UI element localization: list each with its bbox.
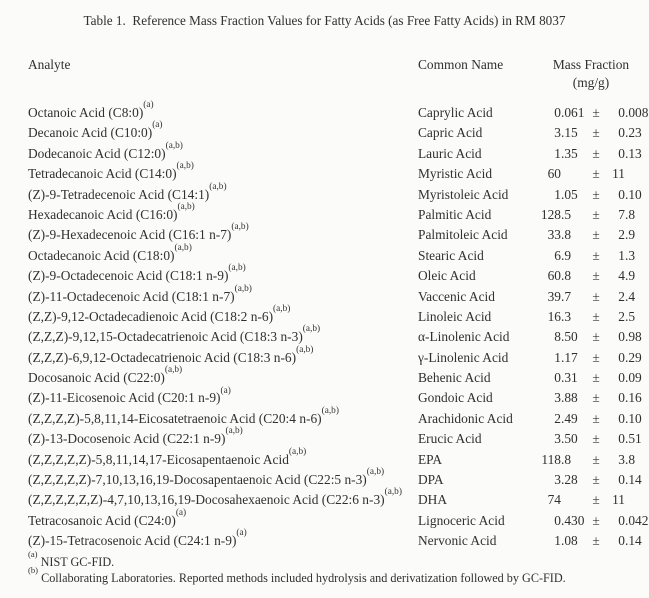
uncertainty-fraction-part: .10 — [625, 410, 642, 426]
value-integer-part: 0 — [554, 512, 561, 528]
analyte-name: (Z)-11-Octadecenoic Acid (C18:1 n-7) — [28, 288, 235, 304]
analyte-footnote-marker: (a,b) — [228, 263, 246, 274]
uncertainty-fraction-part: .9 — [625, 268, 636, 284]
plus-minus-sign: ± — [592, 268, 600, 284]
value-fraction-part: .430 — [561, 512, 585, 528]
uncertainty-fraction-part: .51 — [625, 431, 642, 447]
mass-fraction-cell — [533, 327, 649, 347]
mass-fraction-cell — [533, 348, 649, 368]
value-fraction-part: .05 — [561, 186, 578, 202]
table-row — [28, 263, 649, 286]
common-name-cell: Myristic Acid — [418, 166, 493, 182]
value-integer-part: 118 — [541, 451, 561, 467]
uncertainty-integer-part: 7 — [618, 206, 625, 222]
analyte-name: Octanoic Acid (C8:0) — [28, 105, 144, 120]
uncertainty-integer-part: 0 — [618, 431, 625, 447]
analyte-name: (Z)-9-Hexadecenoic Acid (C16:1 n-7) — [28, 227, 232, 243]
common-name-cell: α-Linolenic Acid — [418, 329, 510, 345]
mass-fraction-cell — [533, 490, 649, 510]
table-row — [28, 222, 649, 245]
analyte-footnote-marker: (a,b) — [302, 324, 321, 335]
mass-fraction-cell — [533, 205, 649, 225]
table-row — [28, 100, 649, 123]
uncertainty-fraction-part: .29 — [625, 349, 642, 365]
plus-minus-sign: ± — [592, 166, 600, 182]
value-fraction-part: .08 — [561, 533, 578, 549]
uncertainty-fraction-part: .008 — [625, 105, 649, 120]
analyte-cell — [28, 467, 418, 490]
footnote-a — [28, 549, 643, 571]
value-integer-part: 3 — [554, 472, 561, 488]
value-integer-part: 3 — [554, 125, 561, 141]
analyte-footnote-marker: (a,b) — [177, 201, 195, 212]
common-name-cell: Arachidonic Acid — [418, 410, 513, 426]
value-fraction-part: .061 — [561, 105, 585, 120]
analyte-name: (Z)-11-Eicosenoic Acid (C20:1 n-9) — [28, 390, 221, 406]
plus-minus-sign: ± — [592, 308, 600, 324]
plus-minus-sign: ± — [592, 370, 600, 386]
analyte-footnote-marker: (a) — [175, 507, 187, 518]
common-name-cell: Stearic Acid — [418, 247, 484, 263]
uncertainty-integer-part: 2 — [618, 227, 625, 243]
analyte-name: Dodecanoic Acid (C12:0) — [28, 145, 166, 161]
uncertainty-integer-part: 0 — [618, 390, 625, 406]
value-fraction-part: .50 — [561, 431, 578, 447]
mass-fraction-cell — [533, 287, 649, 307]
value-integer-part: 74 — [547, 492, 561, 508]
table-row — [28, 140, 649, 164]
mass-fraction-header-line1: Mass Fraction — [552, 57, 630, 72]
uncertainty-integer-part: 0 — [618, 370, 625, 386]
analyte-footnote-marker: (a) — [143, 100, 154, 111]
table-row — [28, 201, 649, 225]
uncertainty-fraction-part: .09 — [625, 370, 642, 386]
uncertainty-fraction-part: .14 — [625, 533, 642, 549]
analyte-footnote-marker: (a,b) — [273, 303, 291, 314]
analyte-cell — [28, 181, 418, 205]
plus-minus-sign: ± — [592, 349, 600, 365]
value-fraction-part: .15 — [561, 125, 578, 141]
analyte-name: Decanoic Acid (C10:0) — [28, 125, 153, 141]
analyte-name: (Z,Z)-9,12-Octadecadienoic Acid (C18:2 n-6) — [28, 308, 274, 324]
uncertainty-integer-part: 0 — [618, 125, 625, 141]
analyte-cell — [28, 426, 418, 449]
common-name-cell: Nervonic Acid — [418, 533, 497, 549]
analyte-name: Docosanoic Acid (C22:0) — [28, 370, 165, 386]
analyte-cell — [28, 487, 418, 510]
table-row — [28, 242, 649, 266]
uncertainty-integer-part: 0 — [618, 329, 625, 345]
mass-fraction-cell — [533, 388, 649, 408]
uncertainty-integer-part: 4 — [618, 268, 625, 284]
mass-fraction-cell — [533, 307, 649, 327]
uncertainty-integer-part: 0 — [618, 105, 625, 120]
footnotes — [28, 549, 643, 586]
analyte-cell — [28, 201, 418, 225]
footnote-b-marker: (b) — [28, 565, 39, 576]
value-integer-part: 1 — [554, 349, 561, 365]
mass-fraction-cell — [533, 266, 649, 286]
analyte-name: Hexadecanoic Acid (C16:0) — [28, 206, 178, 222]
plus-minus-sign: ± — [592, 105, 600, 120]
analyte-name: Octadecanoic Acid (C18:0) — [28, 247, 175, 263]
value-integer-part: 60 — [547, 166, 561, 182]
analyte-footnote-marker: (a,b) — [176, 161, 194, 172]
table-row — [28, 181, 649, 205]
plus-minus-sign: ± — [592, 288, 600, 304]
analyte-cell — [28, 446, 418, 470]
plus-minus-sign: ± — [592, 247, 600, 263]
common-name-cell: Myristoleic Acid — [418, 186, 509, 202]
analyte-name: (Z,Z,Z,Z,Z)-7,10,13,16,19-Docosapentaenoic Acid (C22:5 n-3) — [28, 472, 367, 488]
table-row — [28, 467, 649, 490]
uncertainty-fraction-part: .9 — [625, 227, 636, 243]
value-integer-part: 1 — [554, 533, 561, 549]
mass-fraction-cell — [533, 409, 649, 429]
plus-minus-sign: ± — [592, 533, 600, 549]
table-row — [28, 528, 649, 551]
mass-fraction-cell — [533, 450, 649, 470]
plus-minus-sign: ± — [592, 410, 600, 426]
value-integer-part: 3 — [554, 431, 561, 447]
mass-fraction-cell — [533, 368, 649, 388]
common-name-cell: Vaccenic Acid — [418, 288, 495, 304]
analyte-footnote-marker: (a,b) — [288, 446, 307, 457]
plus-minus-sign: ± — [592, 390, 600, 406]
value-integer-part: 33 — [547, 227, 561, 243]
uncertainty-fraction-part: .10 — [625, 186, 642, 202]
value-fraction-part: .8 — [561, 451, 572, 467]
value-integer-part: 0 — [554, 105, 561, 120]
column-header-analyte: Analyte — [28, 57, 71, 72]
common-name-cell: Oleic Acid — [418, 268, 476, 284]
mass-fraction-cell — [533, 164, 649, 184]
mass-fraction-cell — [533, 144, 649, 164]
table-row — [28, 446, 649, 470]
mass-fraction-header-unit: (mg/g) — [572, 75, 610, 90]
value-integer-part: 128 — [540, 206, 561, 222]
analyte-cell — [28, 222, 418, 245]
uncertainty-fraction-part: .4 — [625, 288, 636, 304]
plus-minus-sign: ± — [592, 512, 600, 528]
table-header-row — [28, 57, 649, 90]
analyte-footnote-marker: (a,b) — [231, 222, 249, 233]
uncertainty-fraction-part: .14 — [625, 472, 642, 488]
footnote-a-marker: (a) — [28, 549, 38, 560]
table-title: Table 1. Reference Mass Fraction Values for Fatty Acids (as Free Fatty Acids) in RM 8037 — [83, 13, 566, 28]
uncertainty-fraction-part: .042 — [625, 512, 649, 528]
uncertainty-integer-part: 0 — [618, 349, 625, 365]
uncertainty-integer-part: 11 — [612, 492, 625, 508]
mass-fraction-cell — [533, 511, 649, 531]
value-fraction-part: .9 — [561, 247, 572, 263]
uncertainty-integer-part: 3 — [618, 451, 625, 467]
common-name-cell: EPA — [418, 451, 443, 467]
analyte-footnote-marker: (a,b) — [164, 365, 183, 376]
analyte-cell — [28, 283, 418, 307]
uncertainty-integer-part: 2 — [618, 288, 625, 304]
plus-minus-sign: ± — [592, 145, 600, 161]
table-row — [28, 405, 649, 429]
value-fraction-part: .5 — [561, 206, 572, 222]
analyte-cell — [28, 303, 418, 327]
column-header-mass-fraction — [533, 57, 649, 90]
common-name-cell: Linoleic Acid — [418, 308, 492, 324]
analyte-cell — [28, 507, 418, 531]
table-row — [28, 283, 649, 307]
analyte-footnote-marker: (a,b) — [209, 181, 227, 192]
analyte-name: Tetracosanoic Acid (C24:0) — [28, 512, 176, 528]
common-name-cell: DPA — [418, 472, 444, 488]
value-fraction-part: .35 — [561, 145, 578, 161]
value-fraction-part: .8 — [561, 268, 572, 284]
uncertainty-integer-part: 1 — [618, 247, 625, 263]
mass-fraction-cell — [533, 225, 649, 245]
analyte-name: (Z)-9-Octadecenoic Acid (C18:1 n-9) — [28, 268, 229, 284]
mass-fraction-cell — [533, 246, 649, 266]
analyte-footnote-marker: (a,b) — [234, 283, 252, 294]
table-row — [28, 120, 649, 143]
value-fraction-part: .17 — [561, 349, 578, 365]
footnote-b — [28, 565, 643, 587]
uncertainty-integer-part: 0 — [618, 410, 625, 426]
analyte-name: (Z)-9-Tetradecenoic Acid (C14:1) — [28, 186, 210, 202]
footnote-b-text: Collaborating Laboratories. Reported methods included hydrolysis and derivatization followed by GC-FID. — [41, 570, 566, 585]
analyte-footnote-marker: (a,b) — [296, 344, 314, 355]
uncertainty-fraction-part: .13 — [625, 145, 642, 161]
common-name-cell: Palmitic Acid — [418, 206, 492, 222]
plus-minus-sign: ± — [592, 227, 600, 243]
uncertainty-integer-part: 0 — [618, 145, 625, 161]
uncertainty-fraction-part: .8 — [625, 451, 636, 467]
analyte-name: (Z)-13-Docosenoic Acid (C22:1 n-9) — [28, 431, 226, 447]
table-row — [28, 324, 649, 347]
analyte-cell — [28, 405, 418, 429]
analyte-name: (Z,Z,Z)-9,12,15-Octadecatrienoic Acid (C18:3 n-3) — [28, 329, 303, 345]
uncertainty-fraction-part: .16 — [625, 390, 642, 406]
plus-minus-sign: ± — [592, 206, 600, 222]
common-name-cell: DHA — [418, 492, 448, 508]
analyte-footnote-marker: (a,b) — [366, 467, 385, 478]
table-row — [28, 487, 649, 510]
analyte-name: (Z,Z,Z,Z)-5,8,11,14-Eicosatetraenoic Acid (C20:4 n-6) — [28, 410, 322, 426]
uncertainty-integer-part: 2 — [618, 308, 625, 324]
plus-minus-sign: ± — [592, 492, 600, 508]
table-row — [28, 161, 649, 184]
uncertainty-fraction-part: .8 — [625, 206, 636, 222]
value-integer-part: 2 — [554, 410, 561, 426]
plus-minus-sign: ± — [592, 329, 600, 345]
common-name-cell: Gondoic Acid — [418, 390, 493, 406]
analyte-name: (Z,Z,Z)-6,9,12-Octadecatrienoic Acid (C18:3 n-6) — [28, 349, 297, 365]
mass-fraction-cell — [533, 429, 649, 449]
plus-minus-sign: ± — [592, 186, 600, 202]
value-integer-part: 1 — [554, 145, 561, 161]
plus-minus-sign: ± — [592, 125, 600, 141]
value-fraction-part: .31 — [561, 370, 578, 386]
value-integer-part: 0 — [554, 370, 561, 386]
analyte-cell — [28, 263, 418, 286]
value-integer-part: 39 — [547, 288, 561, 304]
analyte-cell — [28, 528, 418, 551]
mass-fraction-cell — [533, 531, 649, 551]
table-row — [28, 507, 649, 531]
mass-fraction-cell — [533, 185, 649, 205]
analyte-name: (Z,Z,Z,Z,Z,Z)-4,7,10,13,16,19-Docosahexaenoic Acid (C22:6 n-3) — [28, 492, 385, 508]
analyte-cell — [28, 324, 418, 347]
value-fraction-part: .50 — [561, 329, 578, 345]
value-fraction-part: .3 — [561, 308, 572, 324]
analyte-footnote-marker: (a) — [220, 385, 231, 396]
mass-fraction-cell — [533, 103, 649, 123]
common-name-cell: Capric Acid — [418, 125, 483, 141]
analyte-footnote-marker: (a,b) — [321, 405, 339, 416]
analyte-name: (Z,Z,Z,Z,Z)-5,8,11,14,17-Eicosapentaenoic Acid — [28, 451, 289, 467]
footnote-a-text: NIST GC-FID. — [40, 555, 115, 569]
mass-fraction-cell — [533, 470, 649, 490]
uncertainty-fraction-part: .23 — [625, 125, 642, 141]
table-body — [28, 100, 649, 552]
common-name-cell: Lignoceric Acid — [418, 512, 505, 528]
plus-minus-sign: ± — [592, 451, 600, 467]
value-fraction-part: .28 — [561, 472, 578, 488]
value-integer-part: 1 — [554, 186, 561, 202]
value-fraction-part: .8 — [561, 227, 572, 243]
common-name-cell: γ-Linolenic Acid — [418, 349, 509, 365]
analyte-footnote-marker: (a,b) — [384, 487, 402, 498]
table-row — [28, 365, 649, 388]
value-integer-part: 60 — [547, 268, 561, 284]
uncertainty-integer-part: 11 — [612, 166, 625, 182]
plus-minus-sign: ± — [592, 472, 600, 488]
value-integer-part: 16 — [547, 308, 561, 324]
value-fraction-part: .7 — [561, 288, 572, 304]
value-integer-part: 3 — [554, 390, 561, 406]
analyte-footnote-marker: (a,b) — [174, 242, 192, 253]
analyte-cell — [28, 140, 418, 164]
common-name-cell: Behenic Acid — [418, 370, 491, 386]
value-integer-part: 6 — [554, 247, 561, 263]
uncertainty-fraction-part: .3 — [625, 247, 636, 263]
column-header-common-name: Common Name — [418, 57, 504, 72]
common-name-cell: Lauric Acid — [418, 145, 482, 161]
value-fraction-part: .88 — [561, 390, 578, 406]
analyte-cell — [28, 120, 418, 143]
analyte-name: (Z)-15-Tetracosenoic Acid (C24:1 n-9) — [28, 533, 237, 549]
uncertainty-fraction-part: .98 — [625, 329, 642, 345]
common-name-cell: Caprylic Acid — [418, 105, 493, 120]
common-name-cell: Palmitoleic Acid — [418, 227, 508, 243]
uncertainty-fraction-part: .5 — [625, 308, 636, 324]
analyte-cell — [28, 385, 418, 408]
analyte-cell — [28, 100, 418, 123]
analyte-name: Tetradecanoic Acid (C14:0) — [28, 166, 177, 182]
common-name-cell: Erucic Acid — [418, 431, 482, 447]
uncertainty-integer-part: 0 — [618, 512, 625, 528]
value-fraction-part: .49 — [561, 410, 578, 426]
analyte-cell — [28, 242, 418, 266]
analyte-footnote-marker: (a,b) — [225, 426, 243, 437]
uncertainty-integer-part: 0 — [618, 186, 625, 202]
table-row — [28, 426, 649, 449]
analyte-cell — [28, 344, 418, 368]
mass-fraction-cell — [533, 123, 649, 143]
uncertainty-integer-part: 0 — [618, 533, 625, 549]
analyte-footnote-marker: (a) — [236, 528, 247, 539]
table-row — [28, 303, 649, 327]
analyte-footnote-marker: (a) — [152, 120, 163, 131]
plus-minus-sign: ± — [592, 431, 600, 447]
uncertainty-integer-part: 0 — [618, 472, 625, 488]
analyte-footnote-marker: (a,b) — [165, 140, 183, 151]
table-row — [28, 344, 649, 368]
value-integer-part: 8 — [554, 329, 561, 345]
